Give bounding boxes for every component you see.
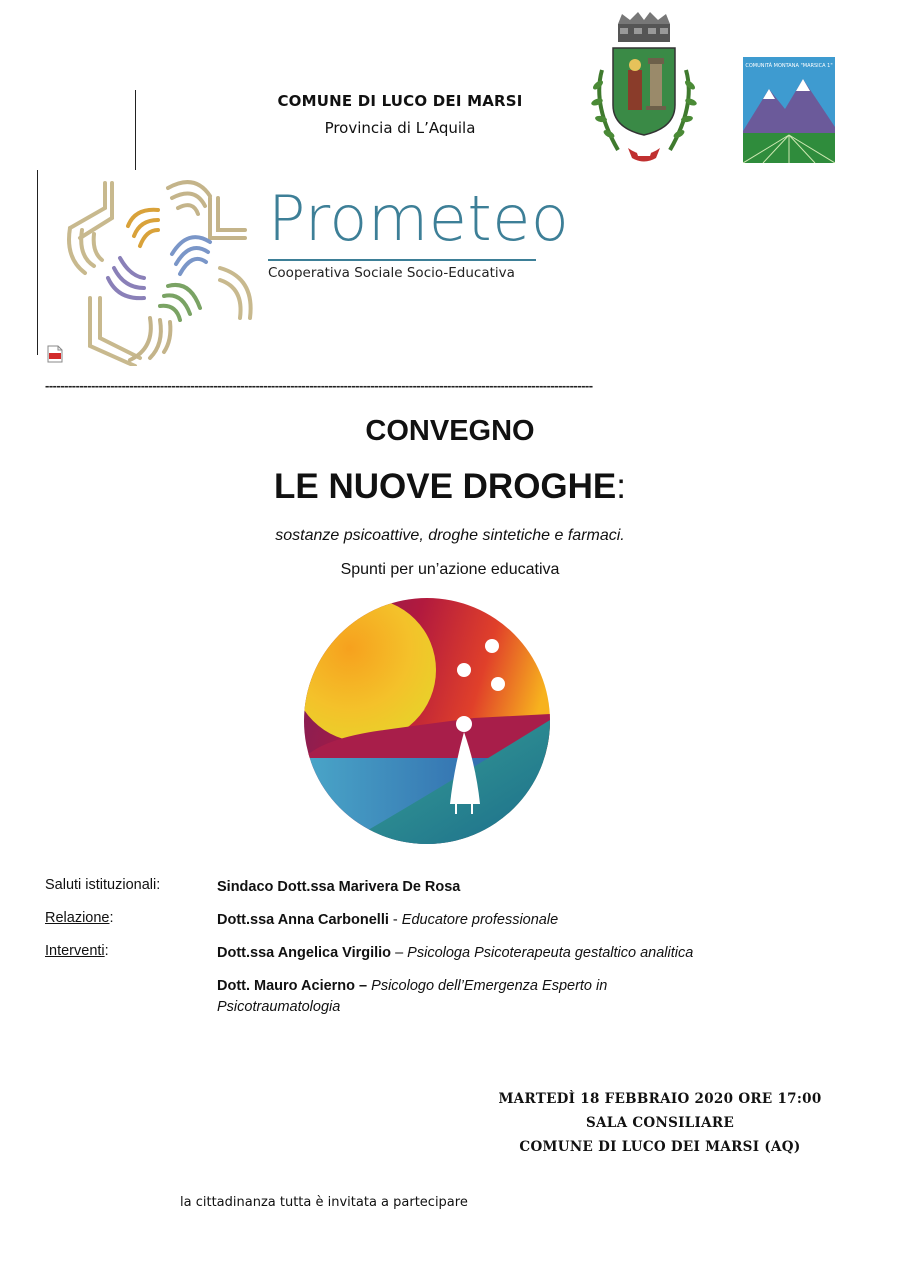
municipal-coat-of-arms-icon	[588, 10, 700, 165]
saluti-name: Sindaco Dott.ssa Marivera De Rosa	[217, 879, 461, 895]
relazione-role: Educatore professionale	[401, 912, 559, 928]
interventi-label: Interventi	[45, 943, 105, 959]
event-details	[440, 1087, 880, 1159]
event-title	[0, 467, 900, 507]
event-datetime: MARTEDÌ 18 FEBBRAIO 2020 ORE 17:00	[498, 1091, 822, 1107]
speaker1-sep: –	[391, 945, 408, 961]
event-title-text: LE NUOVE DROGHE	[274, 467, 617, 506]
event-kind: CONVEGNO	[365, 415, 535, 447]
relazione-label-row	[45, 910, 114, 926]
speaker2-role: Psicologo dell’Emergenza Esperto in Psicotraumatologia	[217, 978, 608, 1015]
event-place: COMUNE DI LUCO DEI MARSI (AQ)	[519, 1139, 801, 1155]
relazione-colon: :	[109, 910, 114, 926]
event-title-colon: :	[616, 467, 626, 506]
speaker1-role: Psicologa Psicoterapeuta gestaltico analitica	[407, 945, 694, 961]
speaker1-value	[217, 943, 817, 964]
prometeo-spiral-logo-icon	[60, 168, 265, 366]
relazione-sep: -	[388, 912, 402, 928]
event-subtitle: sostanze psicoattive, droghe sintetiche e farmaci.	[275, 527, 625, 544]
relazione-value	[217, 910, 817, 931]
invite-text: la cittadinanza tutta è invitata a partecipare	[180, 1195, 468, 1210]
province-name: Provincia di L’Aquila	[324, 119, 476, 137]
separator-line: -----------------------------------------------------------------------------------------------------------------------------------------------	[45, 378, 593, 393]
brand-underline	[268, 259, 536, 261]
relazione-label: Relazione	[45, 910, 110, 926]
saluti-label: Saluti istituzionali:	[45, 877, 161, 893]
interventi-label-row	[45, 943, 109, 959]
speaker2-name: Dott. Mauro Acierno –	[217, 978, 368, 994]
vertical-rule-top	[135, 90, 136, 170]
interventi-colon: :	[104, 943, 109, 959]
speaker1-name: Dott.ssa Angelica Virgilio	[217, 945, 392, 961]
brand-name: Prometeo	[268, 182, 570, 255]
municipality-name: COMUNE DI LUCO DEI MARSI	[277, 92, 523, 110]
event-venue: SALA CONSILIARE	[585, 1115, 735, 1131]
vertical-rule-left	[37, 170, 38, 355]
pdf-file-icon[interactable]	[46, 345, 64, 363]
comunita-montana-marsica-logo-icon	[743, 57, 835, 163]
relazione-name: Dott.ssa Anna Carbonelli	[217, 912, 389, 928]
community-logo-text: COMUNITÀ MONTANA "MARSICA 1"	[745, 63, 833, 69]
speaker2-value	[217, 976, 687, 1018]
moon-figure-circle-illustration	[304, 598, 550, 844]
header-block	[200, 92, 600, 137]
saluti-value	[217, 877, 817, 898]
brand-subtitle: Cooperativa Sociale Socio-Educativa	[268, 265, 515, 281]
event-tagline: Spunti per un’azione educativa	[340, 561, 560, 578]
